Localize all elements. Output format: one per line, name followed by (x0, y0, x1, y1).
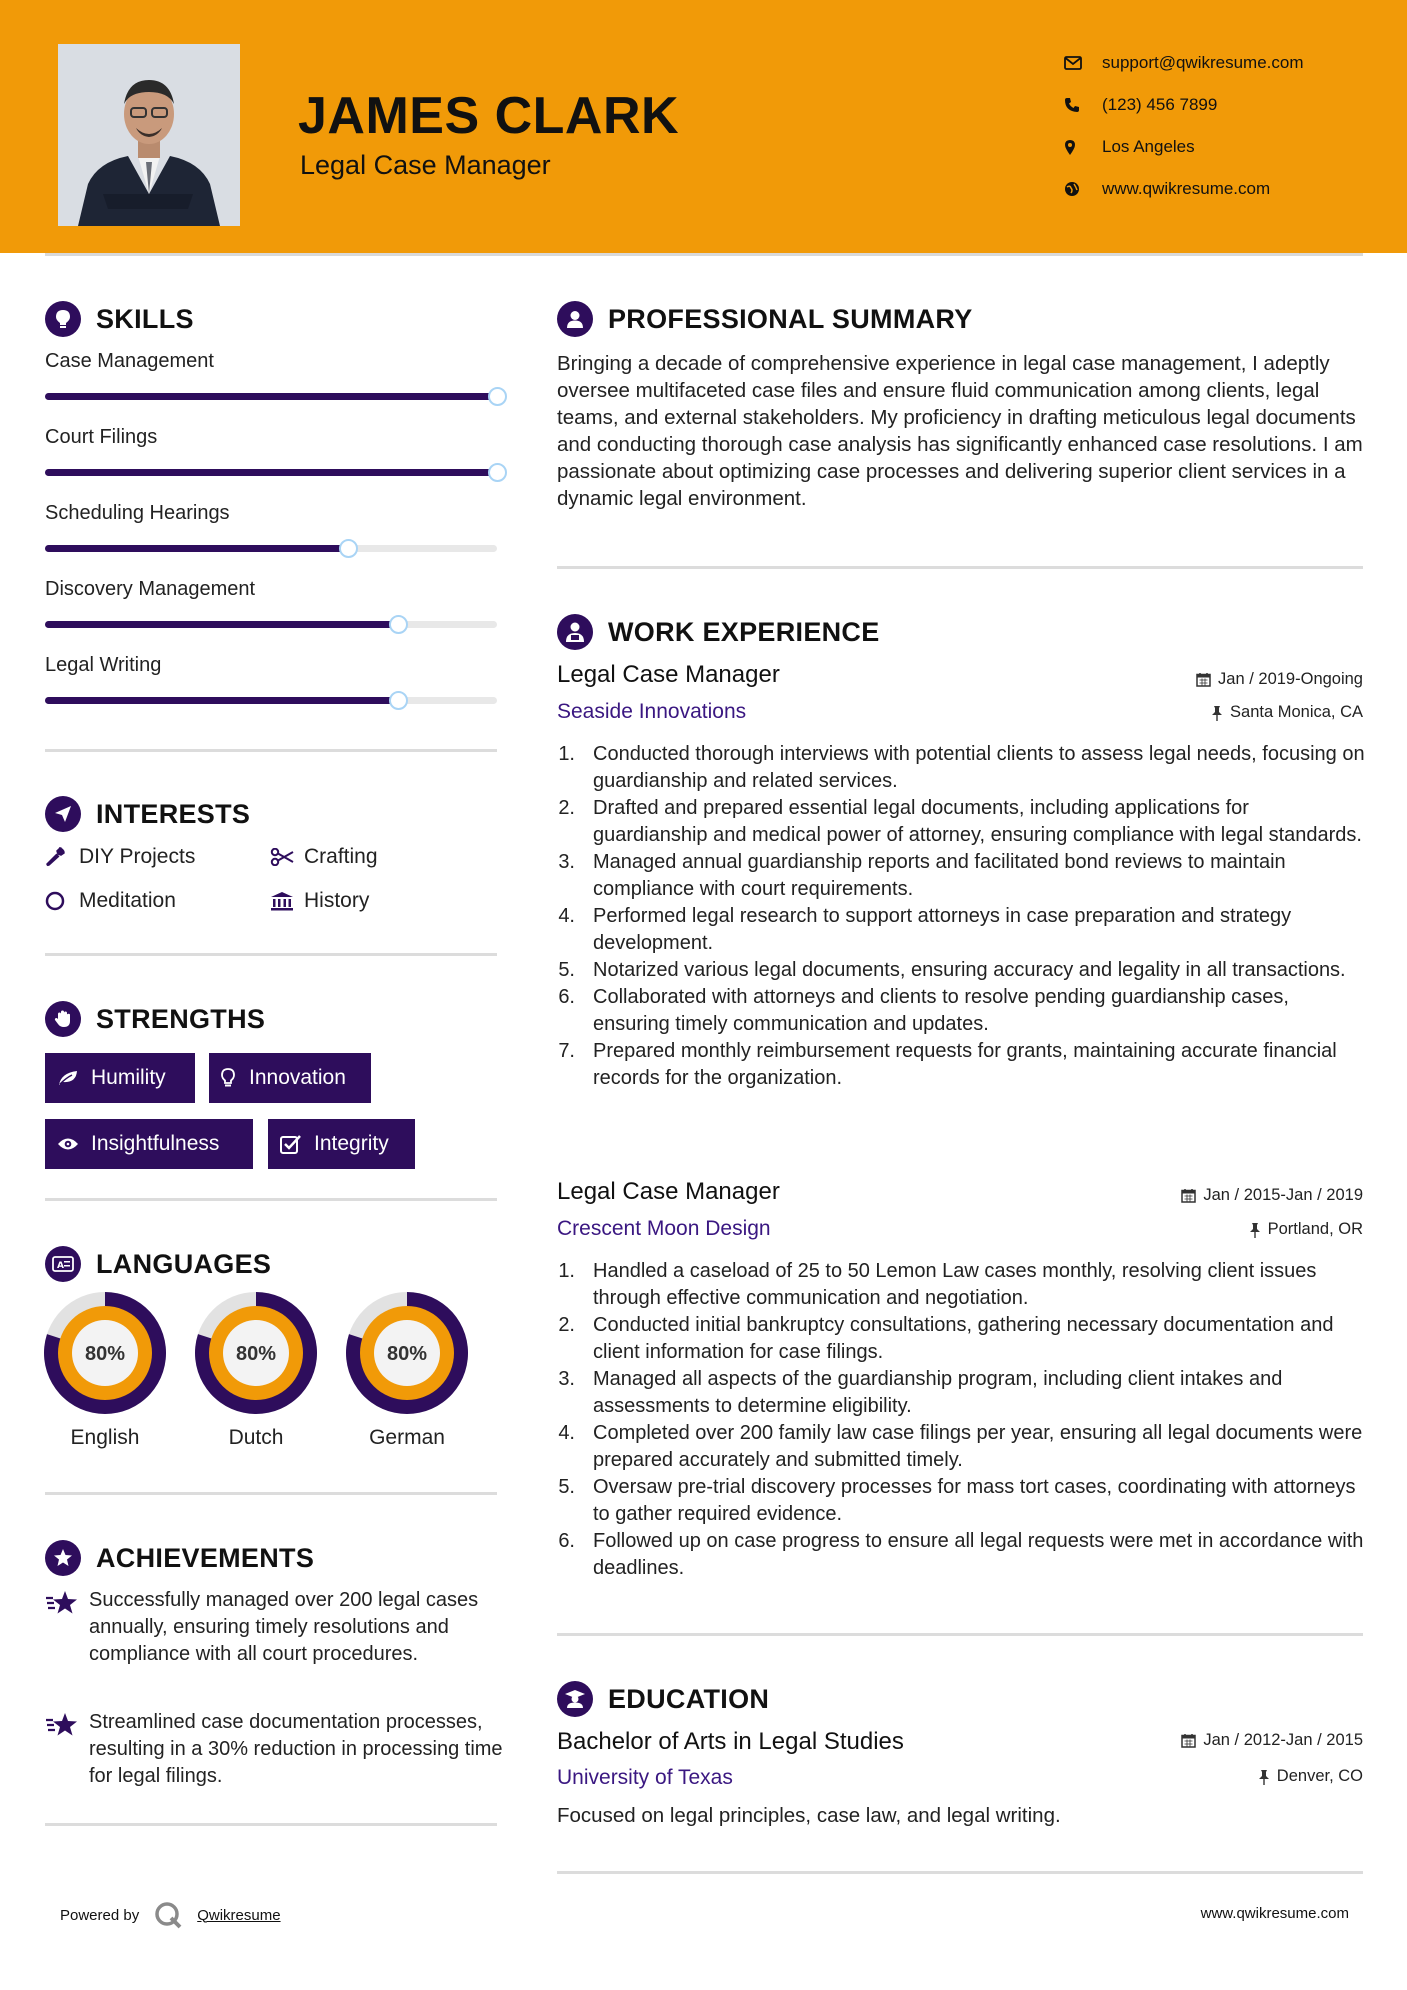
language-percent: 80% (235, 1343, 277, 1365)
list-item-text: Performed legal research to support attorneys in case preparation and strategy development. (593, 905, 1292, 954)
list-item (557, 849, 1367, 903)
list-item-text: Managed all aspects of the guardianship program, including client intakes and assessments to determine eligibility. (593, 1368, 1283, 1417)
star-badge-icon (45, 1540, 81, 1576)
summary-heading: PROFESSIONAL SUMMARY (557, 301, 973, 337)
list-item-text: Prepared monthly reimbursement requests for grants, maintaining accurate financial records for the organization. (593, 1040, 1337, 1089)
list-item-text: Conducted initial bankruptcy consultations, gathering necessary documentation and client information for case filings. (593, 1314, 1334, 1363)
skill-bar (45, 697, 497, 704)
leaf-icon (57, 1069, 91, 1087)
list-item-text: Collaborated with attorneys and clients to resolve pending guardianship cases, ensuring timely communication and updates. (593, 986, 1289, 1035)
skill-bar (45, 393, 497, 400)
qwikresume-logo-icon (153, 1900, 183, 1930)
skill-label: Scheduling Hearings (45, 502, 230, 524)
website-text[interactable]: www.qwikresume.com (1102, 179, 1271, 198)
interest-item: DIY Projects (45, 845, 195, 869)
education-school: University of Texas (557, 1766, 733, 1789)
lightbulb-icon (45, 301, 81, 337)
list-item-text: Drafted and prepared essential legal documents, including applications for guardianship and medical power of attorney, ensuring compliance with legal standards. (593, 797, 1362, 846)
svg-text:A: A (57, 1261, 65, 1271)
skill-bar-knob (389, 691, 408, 710)
list-item (557, 1420, 1367, 1474)
language-item (195, 1292, 317, 1450)
language-ring (44, 1292, 166, 1414)
job-title: Legal Case Manager (557, 1178, 780, 1205)
list-item (557, 1474, 1367, 1528)
calendar-icon (1181, 1733, 1196, 1748)
envelope-icon (1064, 56, 1102, 70)
skill-bar-fill (45, 469, 497, 476)
lightbulb-icon (221, 1068, 249, 1088)
job-location: Portland, OR (1249, 1220, 1363, 1239)
circle-icon (45, 891, 79, 911)
job-bullets (557, 1258, 1367, 1582)
interest-item: History (270, 889, 369, 913)
list-item (557, 957, 1367, 984)
list-item-number: 3. (558, 851, 575, 873)
skill-bar (45, 545, 497, 552)
achievement-item: Successfully managed over 200 legal cases annually, ensuring timely resolutions and compliance with all court procedures. (45, 1587, 505, 1668)
list-item (557, 1258, 1367, 1312)
section-divider (557, 1633, 1363, 1636)
achievement-item: Streamlined case documentation processes, resulting in a 30% reduction in processing time for legal filings. (45, 1709, 505, 1790)
pushpin-icon (1211, 705, 1223, 721)
section-divider (45, 1823, 497, 1826)
interest-item: Meditation (45, 889, 176, 913)
job-bullets (557, 741, 1367, 1092)
resume-header (0, 0, 1407, 253)
bank-icon (270, 891, 304, 911)
list-item-text: Oversaw pre-trial discovery processes for mass tort cases, coordinating with attorneys to gather required evidence. (593, 1476, 1356, 1525)
language-ring (346, 1292, 468, 1414)
language-name: English (70, 1426, 140, 1449)
skill-label: Court Filings (45, 426, 158, 448)
job-title: Legal Case Manager (557, 661, 780, 688)
education-description: Focused on legal principles, case law, and legal writing. (557, 1804, 1061, 1827)
job-dates: Jan / 2015-Jan / 2019 (1181, 1186, 1363, 1205)
language-icon (45, 1246, 81, 1282)
scissors-icon (270, 848, 304, 866)
list-item-text: Followed up on case progress to ensure all legal requests were met in accordance with deadlines. (593, 1530, 1364, 1579)
list-item-number: 5. (558, 1476, 575, 1498)
section-divider (45, 749, 497, 752)
list-item-number: 2. (558, 797, 575, 819)
language-ring (195, 1292, 317, 1414)
experience-heading: WORK EXPERIENCE (557, 614, 880, 650)
footer-brand-link[interactable]: Qwikresume (197, 1906, 281, 1924)
skill-bar-fill (45, 621, 398, 628)
paper-plane-icon (45, 796, 81, 832)
section-divider (557, 566, 1363, 569)
list-item-number: 2. (558, 1314, 575, 1336)
list-item-number: 5. (558, 959, 575, 981)
list-item (557, 1366, 1367, 1420)
pushpin-icon (1249, 1222, 1261, 1238)
interest-item: Crafting (270, 845, 378, 869)
list-item (557, 903, 1367, 957)
skill-bar-knob (339, 539, 358, 558)
footer-website[interactable]: www.qwikresume.com (1200, 1905, 1349, 1922)
calendar-icon (1181, 1188, 1196, 1203)
education-dates: Jan / 2012-Jan / 2015 (1181, 1731, 1363, 1750)
language-item (346, 1292, 468, 1450)
skill-label: Discovery Management (45, 578, 256, 600)
contact-location (1064, 126, 1304, 168)
contact-block (1064, 42, 1304, 210)
list-item-text: Managed annual guardianship reports and facilitated bond reviews to maintain compliance with court requirements. (593, 851, 1286, 900)
interests-heading: INTERESTS (45, 796, 250, 832)
summary-text: Bringing a decade of comprehensive experience in legal case management, I adeptly oversee multifaceted case files and ensure fluid communication among clients, legal teams, and external stakeholders. My proficiency in drafting meticulous legal documents and conducting thorough case analysis has significantly enhanced case resolutions. I am passionate about optimizing case processes and delivering superior client services in a dynamic legal environment. (557, 352, 1363, 510)
list-item (557, 741, 1367, 795)
language-percent: 80% (386, 1343, 428, 1365)
skill-label: Legal Writing (45, 654, 162, 676)
list-item-text: Completed over 200 family law case filings per year, ensuring all legal documents were prepared accurately and submitted timely. (593, 1422, 1363, 1471)
job-company: Seaside Innovations (557, 700, 747, 723)
list-item-number: 4. (558, 905, 575, 927)
education-degree: Bachelor of Arts in Legal Studies (557, 1728, 904, 1755)
skill-bar (45, 469, 497, 476)
skill-bar-fill (45, 697, 398, 704)
strength-badge: Insightfulness (45, 1119, 253, 1169)
skill-bar-knob (488, 463, 507, 482)
list-item-number: 1. (558, 1260, 575, 1282)
skill-bar (45, 621, 497, 628)
language-name: German (369, 1426, 445, 1449)
skill-bar-fill (45, 545, 348, 552)
education-heading: EDUCATION (557, 1681, 769, 1717)
strengths-heading: STRENGTHS (45, 1001, 265, 1037)
list-item (557, 1312, 1367, 1366)
job-location: Santa Monica, CA (1211, 703, 1363, 722)
candidate-title: Legal Case Manager (300, 150, 551, 180)
strength-badge: Integrity (268, 1119, 415, 1169)
list-item (557, 984, 1367, 1038)
list-item-text: Conducted thorough interviews with potential clients to assess legal needs, focusing on guardianship and related services. (593, 743, 1365, 792)
language-percent: 80% (84, 1343, 126, 1365)
eye-icon (57, 1137, 91, 1151)
list-item-number: 1. (558, 743, 575, 765)
globe-icon (1064, 181, 1102, 197)
contact-website (1064, 168, 1304, 210)
email-text[interactable]: support@qwikresume.com (1102, 53, 1304, 72)
contact-phone (1064, 84, 1304, 126)
skill-bar-knob (389, 615, 408, 634)
list-item-text: Notarized various legal documents, ensuring accuracy and legality in all transactions. (593, 959, 1346, 981)
list-item-number: 6. (558, 1530, 575, 1552)
user-icon (557, 301, 593, 337)
list-item-number: 4. (558, 1422, 575, 1444)
languages-heading: A LANGUAGES (45, 1246, 271, 1282)
skill-bar-knob (488, 387, 507, 406)
list-item (557, 1038, 1367, 1092)
language-name: Dutch (228, 1426, 284, 1449)
location-text: Los Angeles (1102, 137, 1195, 156)
education-location: Denver, CO (1258, 1767, 1363, 1786)
section-divider (557, 1871, 1363, 1874)
profile-photo (58, 44, 240, 226)
briefcase-user-icon (557, 614, 593, 650)
list-item-number: 3. (558, 1368, 575, 1390)
star-icon (45, 1709, 89, 1790)
strength-badge: Innovation (209, 1053, 371, 1103)
checkbox-icon (280, 1134, 314, 1154)
job-company: Crescent Moon Design (557, 1217, 771, 1240)
footer-powered-by: Powered by Qwikresume (60, 1900, 281, 1930)
phone-icon (1064, 97, 1102, 113)
skill-bar-fill (45, 393, 497, 400)
calendar-icon (1196, 672, 1211, 687)
star-icon (45, 1587, 89, 1668)
section-divider (45, 1198, 497, 1201)
section-divider (45, 953, 497, 956)
graduate-icon (557, 1681, 593, 1717)
list-item-number: 7. (558, 1040, 575, 1062)
strength-badge: Humility (45, 1053, 195, 1103)
phone-text: (123) 456 7899 (1102, 95, 1218, 114)
list-item-number: 6. (558, 986, 575, 1008)
map-pin-icon (1064, 139, 1102, 156)
contact-email (1064, 42, 1304, 84)
hand-icon (45, 1001, 81, 1037)
section-divider (45, 1492, 497, 1495)
job-dates: Jan / 2019-Ongoing (1196, 670, 1363, 689)
header-divider (45, 253, 1363, 256)
list-item (557, 795, 1367, 849)
list-item-text: Handled a caseload of 25 to 50 Lemon Law cases monthly, resolving client issues through effective communication and negotiation. (593, 1260, 1317, 1309)
candidate-name: JAMES CLARK (298, 87, 680, 145)
language-item (44, 1292, 166, 1450)
list-item (557, 1528, 1367, 1582)
achievements-heading: ACHIEVEMENTS (45, 1540, 314, 1576)
skills-heading: SKILLS (45, 301, 194, 337)
pushpin-icon (1258, 1769, 1270, 1785)
skill-label: Case Management (45, 350, 214, 372)
wrench-icon (45, 847, 79, 867)
